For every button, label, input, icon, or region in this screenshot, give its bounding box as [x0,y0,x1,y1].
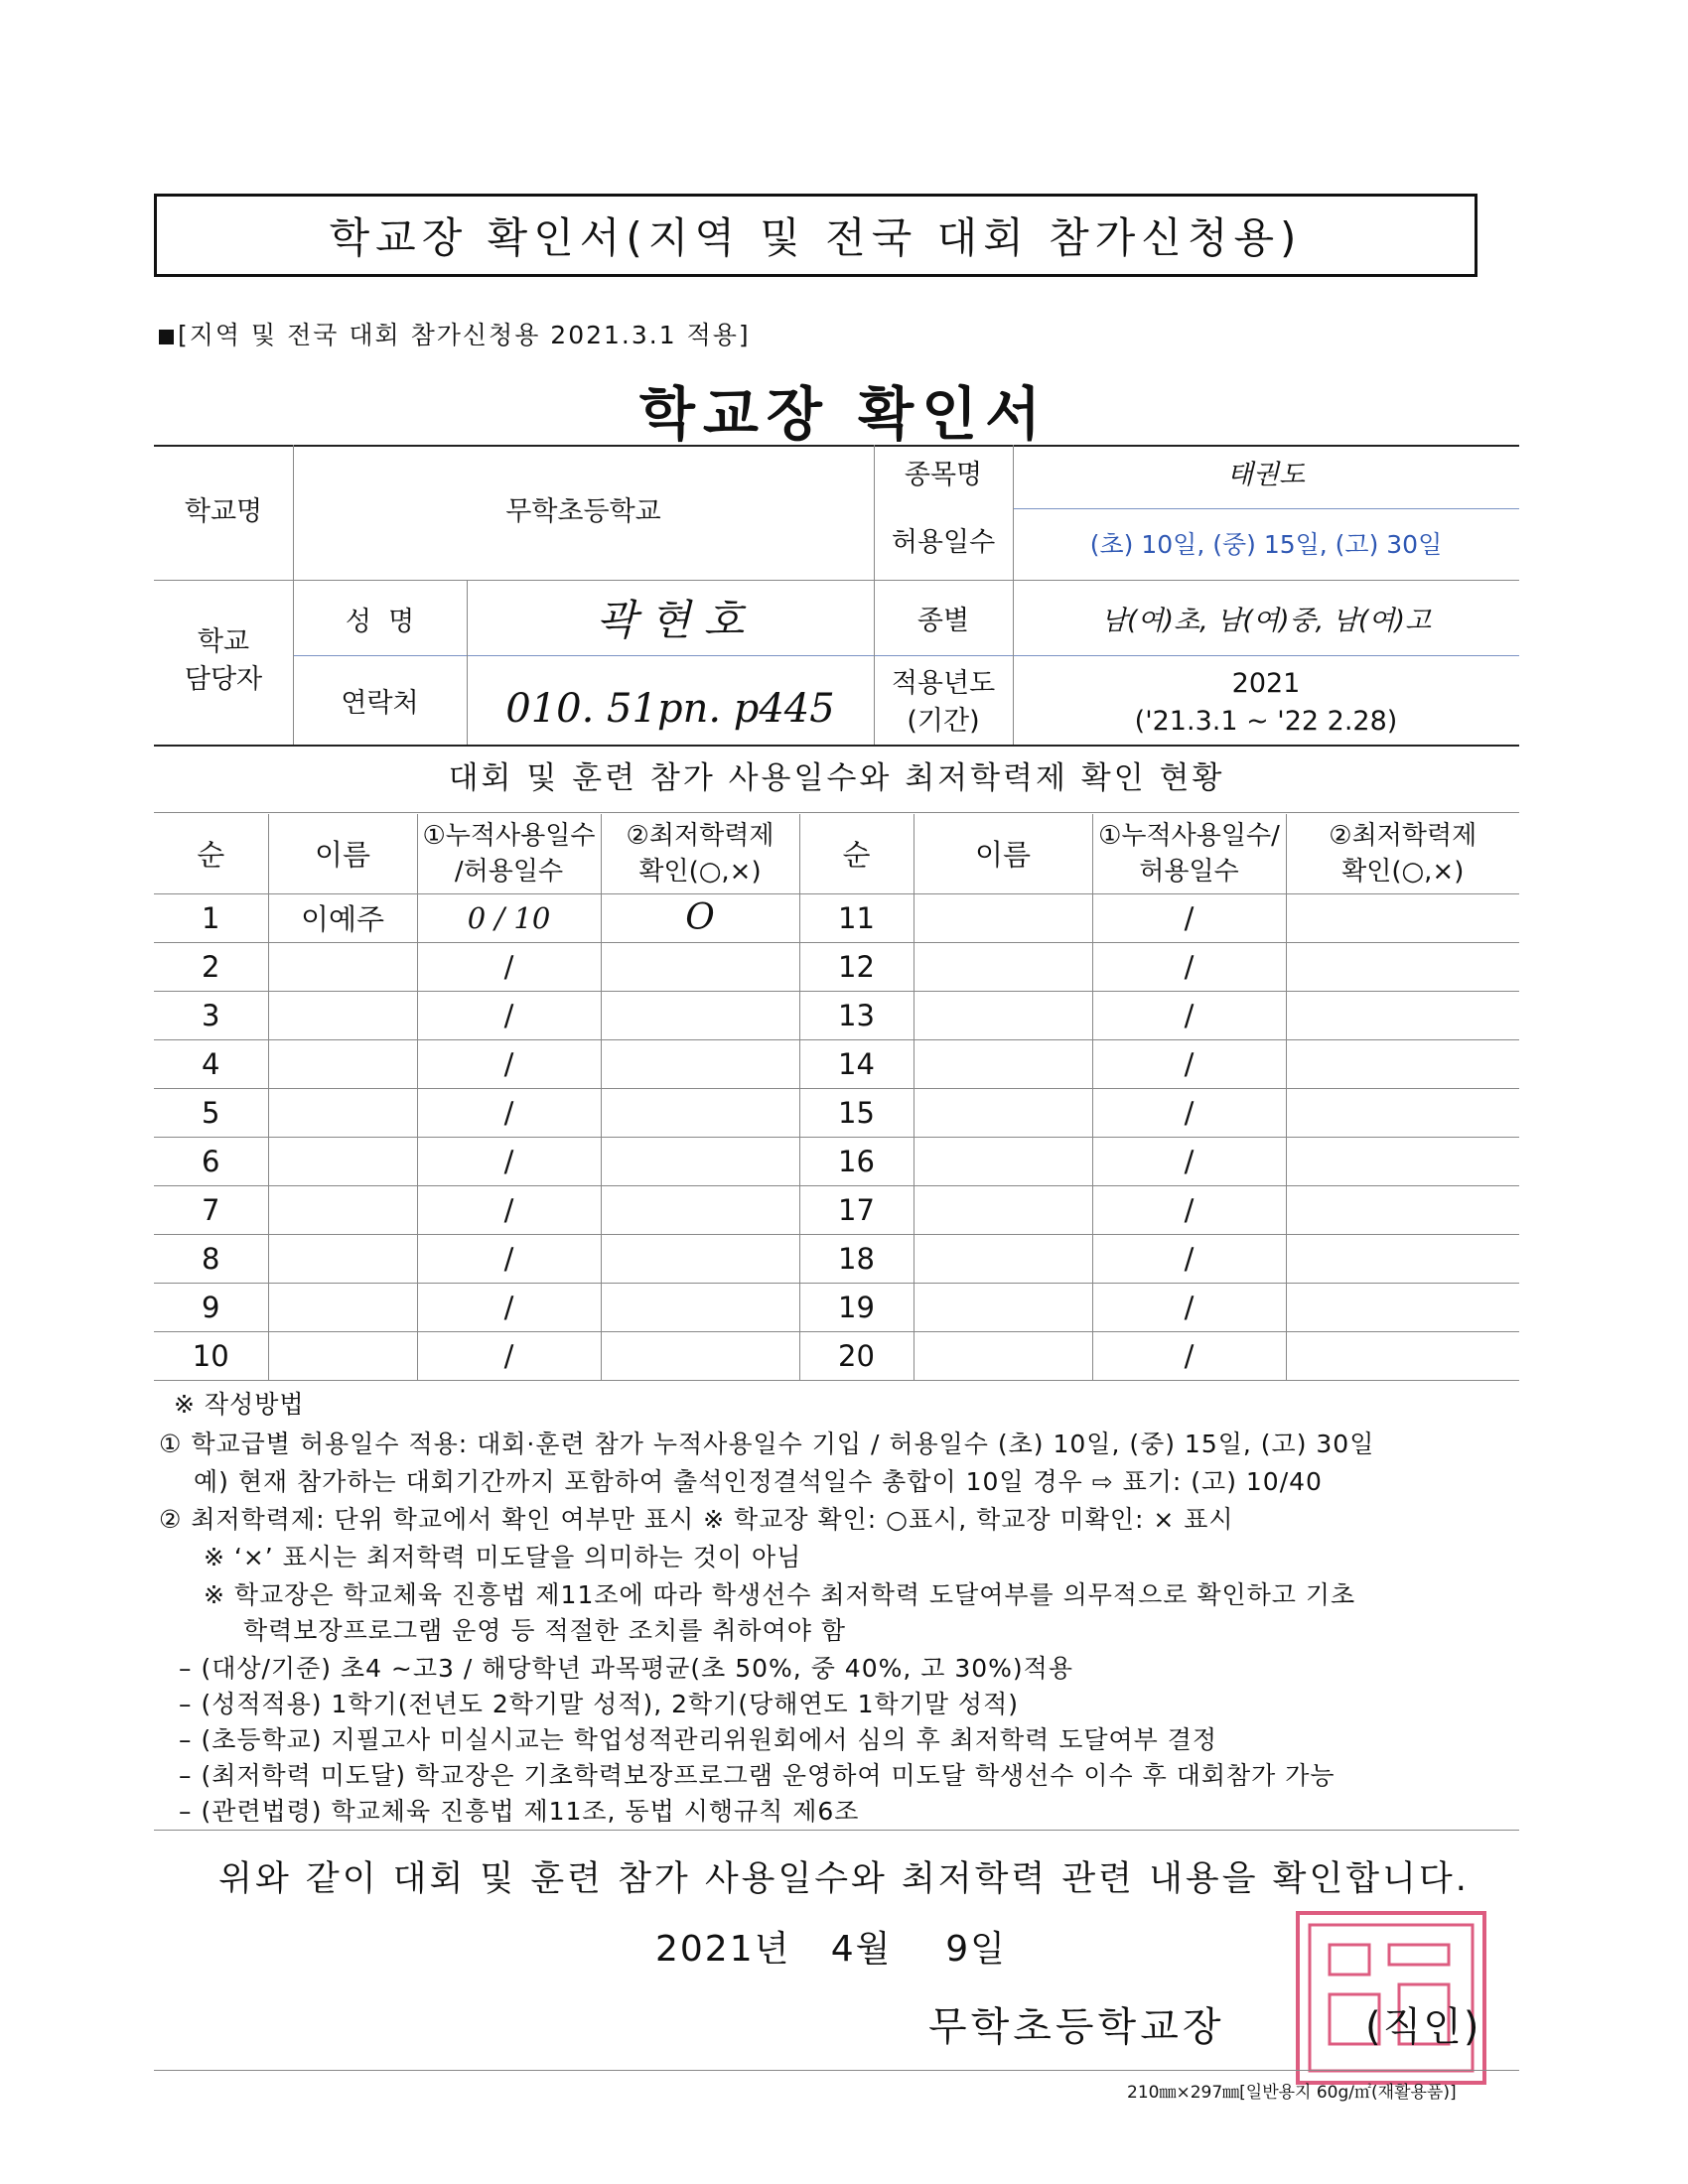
note-line: 예) 현재 참가하는 대회기간까지 포함하여 출석인정결석일수 총합이 10일 경우 ⇨ 표기: (고) 10/40 [194,1467,1323,1496]
confirmation-statement: 위와 같이 대회 및 훈련 참가 사용일수와 최저학력 관련 내용을 확인합니다. [218,1859,1470,1899]
note-line: ※ 학교장은 학교체육 진흥법 제11조에 따라 학생선수 최저학력 도달여부를 의무적으로 확인하고 기초 [204,1580,1356,1609]
note-line: 학력보장프로그램 운영 등 적절한 조치를 취하여야 함 [243,1616,846,1645]
school-value: 무학초등학교 [505,496,661,527]
table-row: 4 / 14 / [154,1039,1519,1088]
footer-rule [154,2070,1519,2071]
header-days: ①누적사용일수/ 허용일수 [1092,814,1286,893]
seal-label: (직인) [1365,2004,1481,2050]
date-month: 4월 [830,1929,893,1970]
table-row: 6 / 16 / [154,1137,1519,1185]
main-title: 학교장 확인서 [638,380,1050,448]
info-top-rule [154,445,1519,447]
period-label: (기간) [907,706,980,737]
allowed-days-value: (초) 10일, (중) 15일, (고) 30일 [1089,530,1443,559]
contact-label: 연락처 [341,688,419,719]
date-day: 9일 [945,1929,1007,1970]
notes-bottom-rule [154,1830,1519,1831]
table-row: 10 / 20 / [154,1331,1519,1380]
year-value: 2021 [1231,668,1301,699]
table-row: 5 / 15 / [154,1088,1519,1137]
allowed-days-label: 허용일수 [891,527,996,558]
issue-date [655,1921,1007,1972]
section-rule [154,812,1519,813]
info-bottom-rule [154,745,1519,747]
note-line: – (최저학력 미도달) 학교장은 기초학력보장프로그램 운영하여 미도달 학생선수 이수 후 대회참가 가능 [179,1761,1336,1790]
header-no: 순 [154,814,268,893]
table-row: 1 이예주 0 / 10 O 11 / [154,893,1519,942]
event-value: 태권도 [1226,460,1306,490]
paper-spec-footer: 210㎜×297㎜[일반용지 60g/㎡(재활용품)] [1127,2083,1457,2103]
info-rule [293,655,1519,656]
gender-label: 종별 [916,606,970,636]
header-name: 이름 [914,814,1092,893]
usage-table [154,814,1519,1381]
event-label: 종목명 [904,460,983,490]
info-rule [1013,508,1519,509]
note-line: ① 학교급별 허용일수 적용: 대회·훈련 참가 누적사용일수 기입 / 허용일수 (초) 10일, (중) 15일, (고) 30일 [159,1430,1375,1458]
table-body [154,893,1519,1380]
note-line: ② 최저학력제: 단위 학교에서 확인 여부만 표시 ※ 학교장 확인: ○표시, 학교장 미확인: × 표시 [159,1505,1234,1534]
period-value: ('21.3.1 ~ '22 2.28) [1134,706,1398,737]
signer-title: 무학초등학교장 [928,2004,1225,2050]
header-academic: ②최저학력제 확인(○,×) [1286,814,1519,893]
section-title: 대회 및 훈련 참가 사용일수와 최저학력제 확인 현황 [448,760,1225,796]
gender-value: 남(여)초, 남(여)중, 남(여)고 [1100,606,1432,636]
table-row: 9 / 19 / [154,1283,1519,1331]
table-row: 2 / 12 / [154,942,1519,991]
note-line: ※ ‘×’ 표시는 최저학력 미도달을 의미하는 것이 아님 [204,1543,802,1571]
manager-name-handwritten: 곽 현 호 [596,596,745,644]
manager-label: 학교 담당자 [184,626,263,695]
note-line: – (초등학교) 지필고사 미실시교는 학업성적관리위원회에서 심의 후 최저학력 도달여부 결정 [179,1725,1218,1754]
table-row: 7 / 17 / [154,1185,1519,1234]
contact-handwritten: 010. 51pn. p445 [505,686,835,732]
table-row: 3 / 13 / [154,991,1519,1039]
table-row: 8 / 18 / [154,1234,1519,1283]
document-title: 학교장 확인서(지역 및 전국 대회 참가신청용) [329,213,1303,262]
year-label: 적용년도 [891,668,996,699]
date-year: 2021년 [655,1929,791,1970]
notes-heading: ※ 작성방법 [174,1390,305,1419]
header-name: 이름 [268,814,417,893]
note-line: – (대상/기준) 초4 ~고3 / 해당학년 과목평균(초 50%, 중 40%, 고 30%)적용 [179,1654,1073,1683]
form-reference: [지역 및 전국 대회 참가신청용 2021.3.1 적용] [159,316,751,351]
header-days: ①누적사용일수 /허용일수 [417,814,601,893]
black-square-icon [159,330,174,344]
school-label: 학교명 [184,496,263,527]
document-title-box [154,194,1477,277]
info-rule [154,580,1519,581]
header-no: 순 [799,814,914,893]
header-academic: ②최저학력제 확인(○,×) [601,814,799,893]
name-label: 성 명 [345,607,415,637]
note-line: – (성적적용) 1학기(전년도 2학기말 성적), 2학기(당해연도 1학기말 성적) [179,1690,1019,1718]
note-line: – (관련법령) 학교체육 진흥법 제11조, 동법 시행규칙 제6조 [179,1797,860,1826]
